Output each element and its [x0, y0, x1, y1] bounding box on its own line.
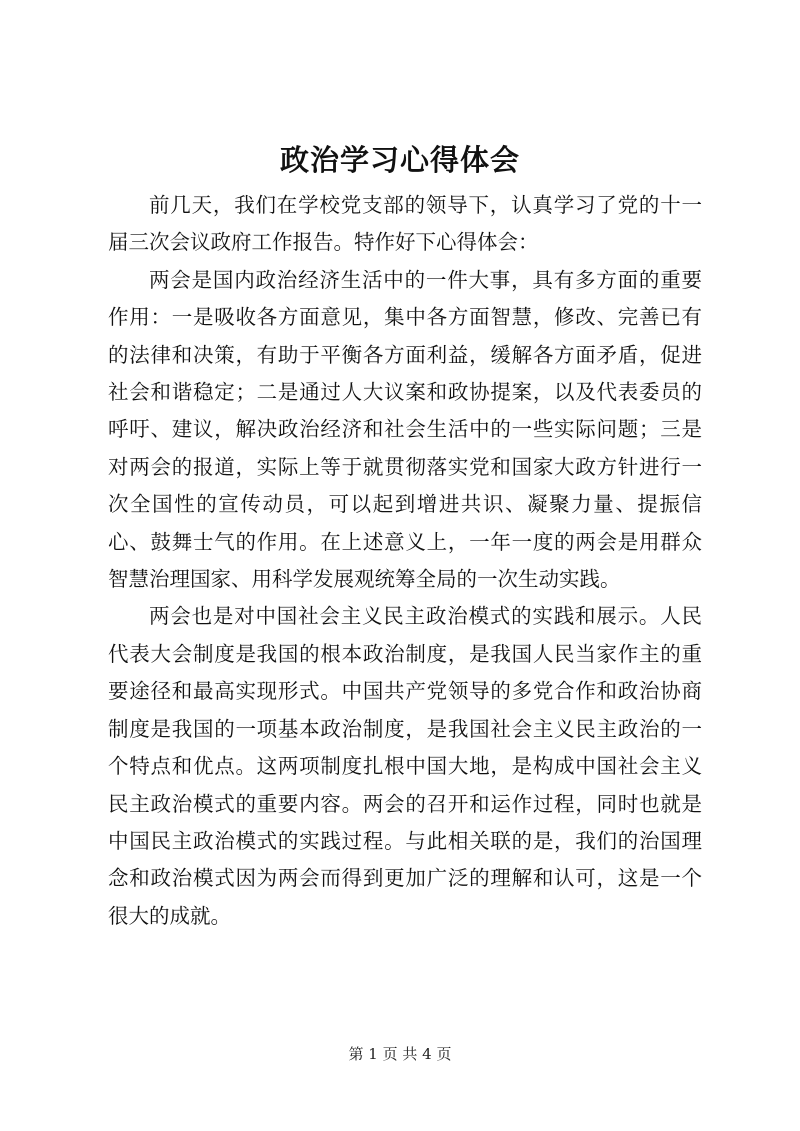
- paragraph-two-sessions-role: 两会是国内政治经济生活中的一件大事，具有多方面的重要作用：一是吸收各方面意见，集中各方面智慧，修改、完善已有的法律和决策，有助于平衡各方面利益，缓解各方面矛盾，促进社会和谐稳定；二是通过人大议案和政协提案，以及代表委员的呼吁、建议，解决政治经济和社会生活中的一些实际问题；三是对两会的报道，实际上等于就贯彻落实党和国家大政方针进行一次全国性的宣传动员，可以起到增进共识、凝聚力量、提振信心、鼓舞士气的作用。在上述意义上，一年一度的两会是用群众智慧治理国家、用科学发展观统筹全局的一次生动实践。: [108, 267, 702, 592]
- document-body: [108, 187, 702, 935]
- page-number-footer: 第 1 页 共 4 页: [348, 1045, 452, 1063]
- paragraph-intro: 前几天，我们在学校党支部的领导下，认真学习了党的十一届三次会议政府工作报告。特作好下心得体会：: [108, 193, 702, 255]
- document-title: 政治学习心得体会: [279, 143, 520, 177]
- paragraph-democratic-model: 两会也是对中国社会主义民主政治模式的实践和展示。人民代表大会制度是我国的根本政治制度，是我国人民当家作主的重要途径和最高实现形式。中国共产党领导的多党合作和政治协商制度是我国的一项基本政治制度，是我国社会主义民主政治的一个特点和优点。这两项制度扎根中国大地，是构成中国社会主义民主政治模式的重要内容。两会的召开和运作过程，同时也就是中国民主政治模式的实践过程。与此相关联的是，我们的治国理念和政治模式因为两会而得到更加广泛的理解和认可，这是一个很大的成就。: [108, 604, 702, 928]
